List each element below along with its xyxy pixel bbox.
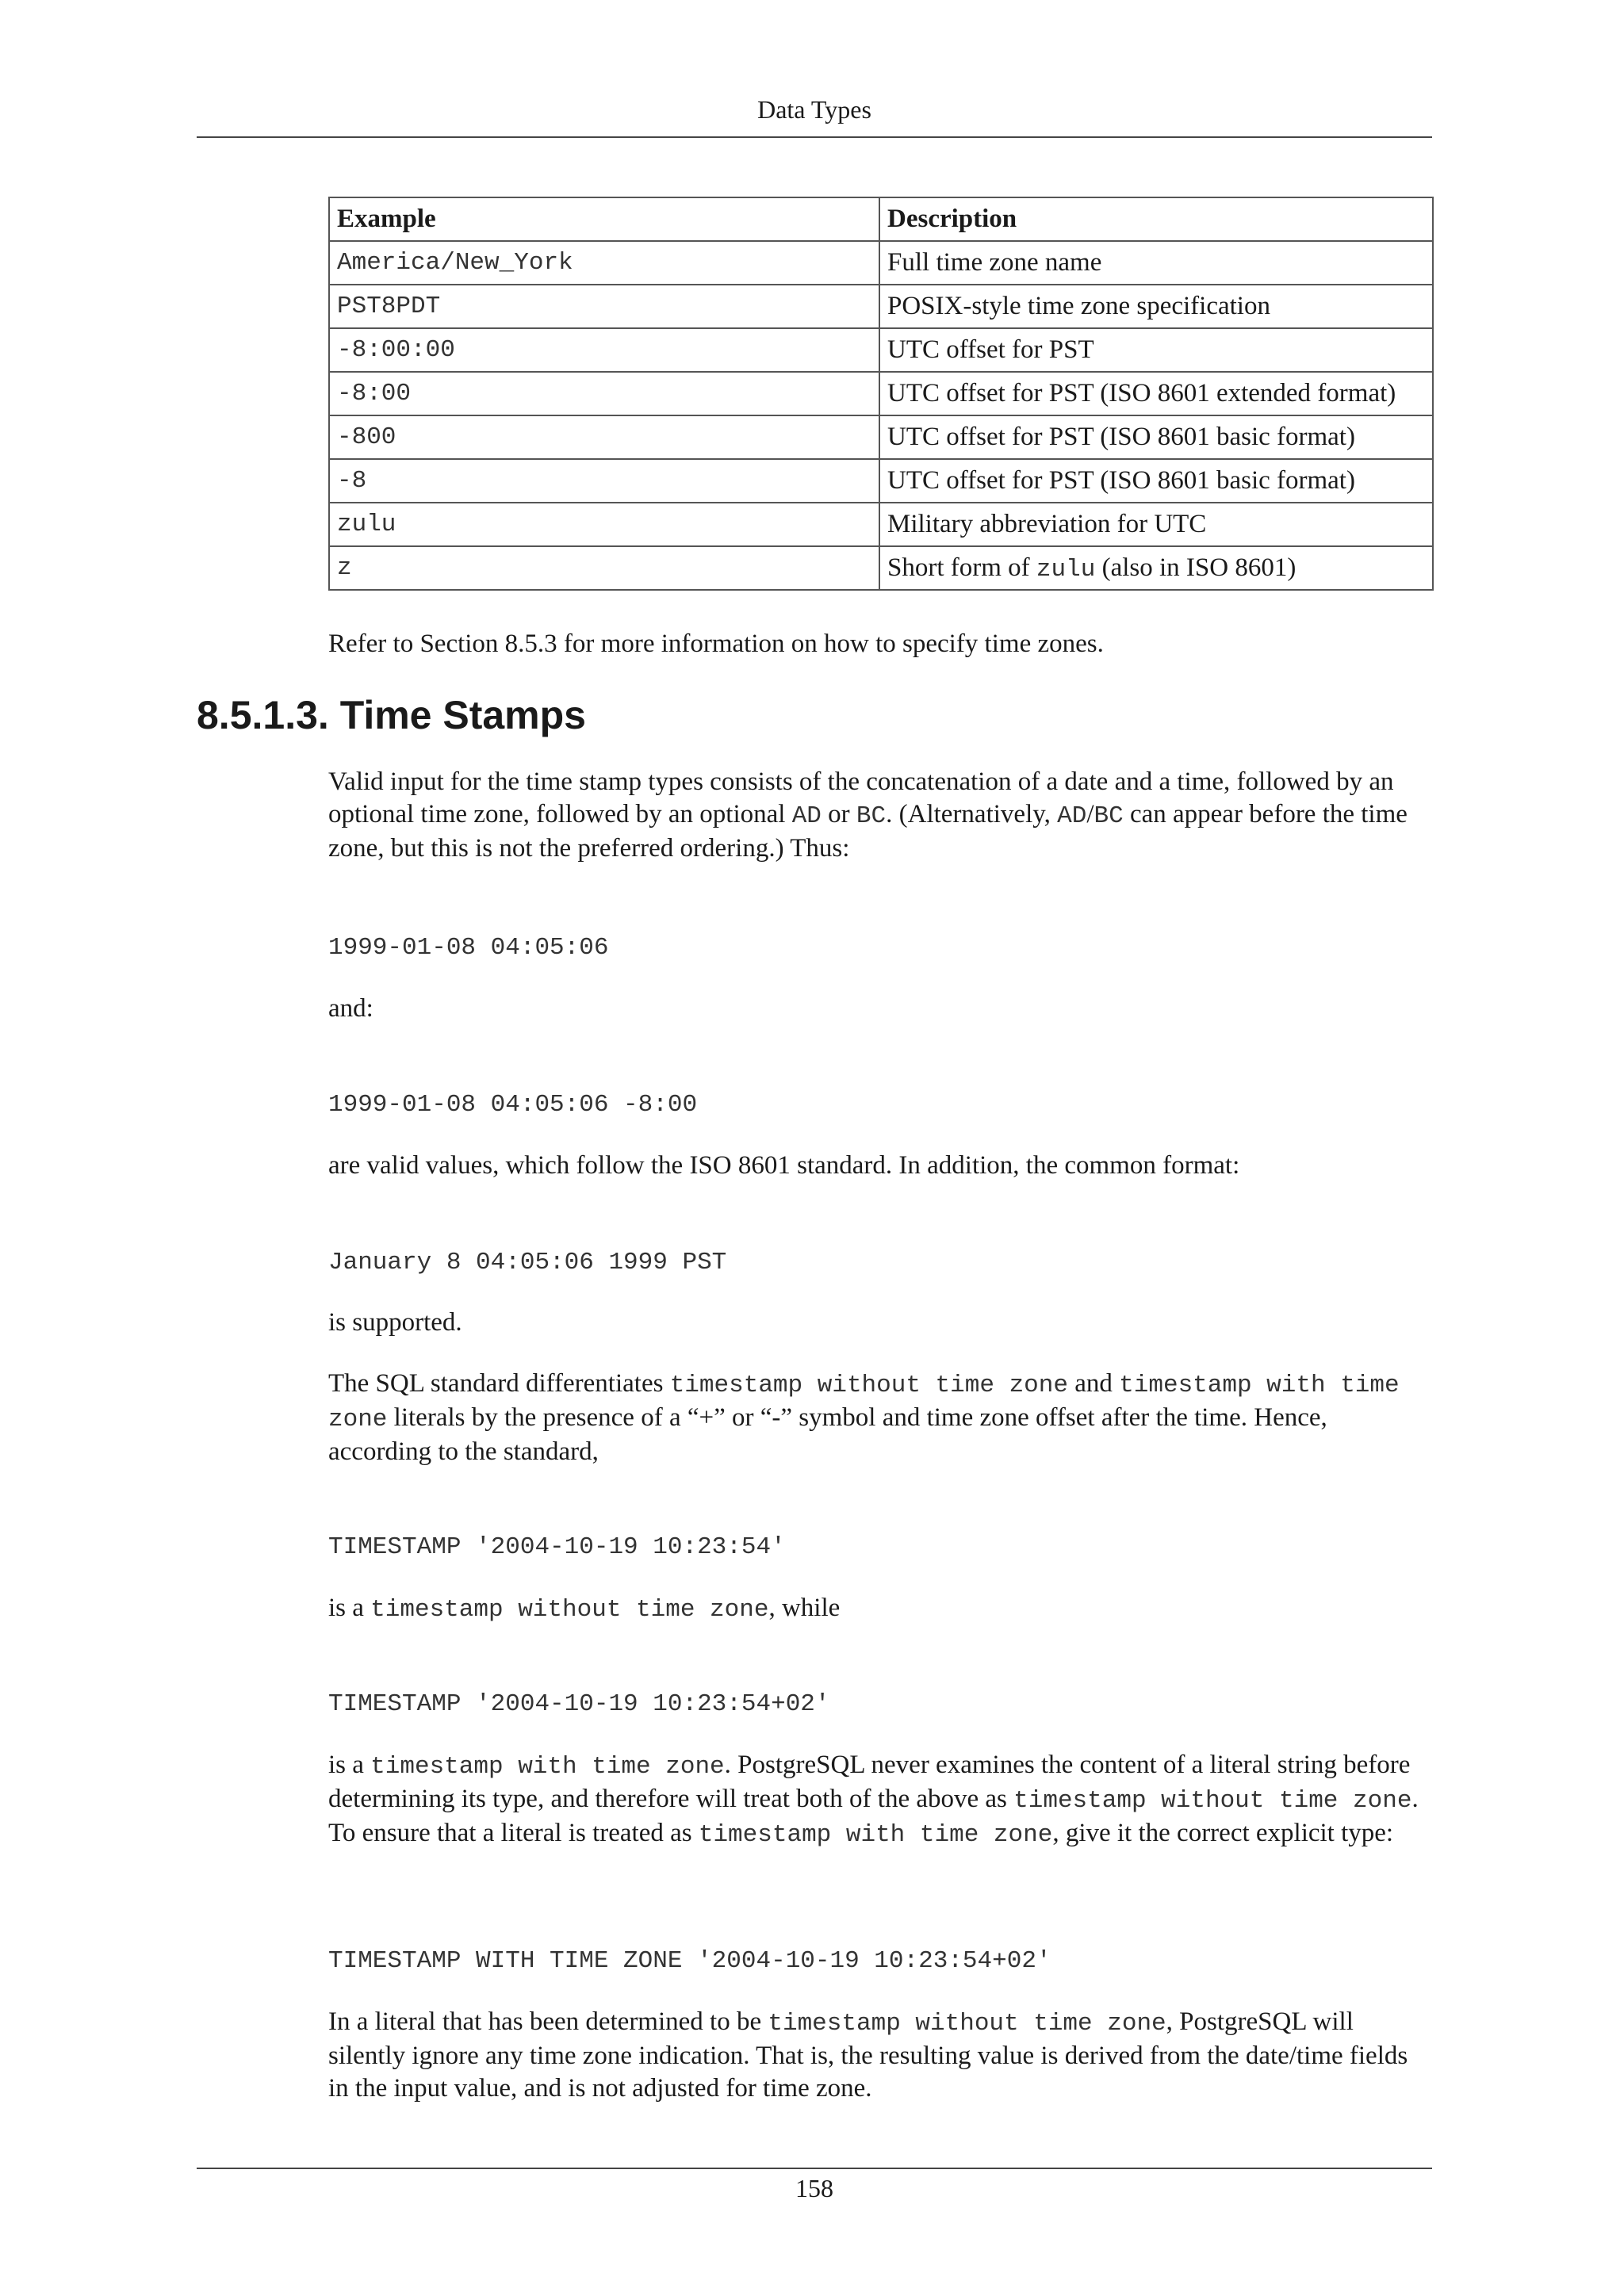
inline-code: timestamp without time zone — [669, 1372, 1068, 1399]
description-cell: UTC offset for PST (ISO 8601 basic format) — [879, 459, 1433, 503]
header-rule — [197, 136, 1432, 138]
text-run: literals by the presence of a “+” or “-” symbol and time zone offset after the time. Hence, according to the standard, — [328, 1403, 1327, 1466]
inline-code: BC — [856, 802, 887, 830]
time-zone-examples-table — [328, 197, 1434, 591]
supported-paragraph: is supported. — [328, 1308, 462, 1337]
table-row — [329, 372, 1433, 415]
table-header-row — [329, 197, 1433, 241]
example-cell: zulu — [329, 503, 879, 546]
section-heading: 8.5.1.3. Time Stamps — [197, 693, 586, 737]
text-run: . PostgreSQL never examines the content of a literal string before determining its type, and therefore will treat both of the above as — [328, 1751, 1411, 1813]
final-paragraph — [328, 2006, 1432, 2105]
example-cell: -8:00:00 — [329, 328, 879, 372]
text-run: / — [1086, 800, 1094, 828]
text-run: or — [821, 800, 856, 828]
is-a-paragraph — [328, 1592, 1432, 1626]
inline-code: BC — [1094, 802, 1124, 830]
inline-code: timestamp without time zone — [768, 2010, 1166, 2038]
table-row — [329, 241, 1433, 285]
table-row — [329, 285, 1433, 328]
footer-rule — [197, 2168, 1432, 2169]
refer-paragraph: Refer to Section 8.5.3 for more information on how to specify time zones. — [328, 629, 1104, 658]
text-run: . To ensure that a literal is treated as — [328, 1785, 1419, 1847]
sql-standard-paragraph — [328, 1368, 1432, 1468]
inline-code: timestamp without time zone — [1013, 1787, 1412, 1815]
table-row — [329, 546, 1433, 590]
code-example: 1999-01-08 04:05:06 — [328, 934, 609, 962]
text-run: , PostgreSQL will silently ignore any time zone indication. That is, the resulting value is derived from the date/time fields in the input value, and is not adjusted for time zone. — [328, 2007, 1408, 2103]
inline-code: zulu — [1036, 555, 1096, 584]
description-cell: UTC offset for PST (ISO 8601 basic format) — [879, 415, 1433, 459]
running-header: Data Types — [757, 95, 871, 124]
example-cell: -800 — [329, 415, 879, 459]
example-cell: -8:00 — [329, 372, 879, 415]
inline-code: timestamp with time zone — [370, 1753, 725, 1781]
table-row — [329, 459, 1433, 503]
description-cell: POSIX-style time zone specification — [879, 285, 1433, 328]
code-example: 1999-01-08 04:05:06 -8:00 — [328, 1091, 698, 1119]
code-example: TIMESTAMP '2004-10-19 10:23:54' — [328, 1533, 786, 1561]
code-example: TIMESTAMP WITH TIME ZONE '2004-10-19 10:23:54+02' — [328, 1947, 1051, 1975]
inline-code: timestamp with time zone — [698, 1821, 1053, 1849]
inline-code: AD — [1057, 802, 1087, 830]
table-row — [329, 503, 1433, 546]
text-run: The SQL standard differentiates — [328, 1369, 670, 1398]
column-header-description: Description — [879, 197, 1433, 241]
and-paragraph: and: — [328, 994, 373, 1023]
code-example: TIMESTAMP '2004-10-19 10:23:54+02' — [328, 1690, 830, 1718]
valid-values-paragraph: are valid values, which follow the ISO 8601 standard. In addition, the common format: — [328, 1151, 1240, 1180]
description-cell: Military abbreviation for UTC — [879, 503, 1433, 546]
text-run: , while — [768, 1594, 841, 1622]
text-run: , give it the correct explicit type: — [1052, 1819, 1394, 1847]
description-cell: UTC offset for PST — [879, 328, 1433, 372]
column-header-example: Example — [329, 197, 879, 241]
code-example: January 8 04:05:06 1999 PST — [328, 1249, 727, 1276]
text-run: In a literal that has been determined to be — [328, 2007, 768, 2036]
example-cell: America/New_York — [329, 241, 879, 285]
page-number: 158 — [795, 2174, 833, 2202]
text-run: is a — [328, 1594, 371, 1622]
table-row — [329, 328, 1433, 372]
text-run: can appear before the time zone, but this is not the preferred ordering.) Thus: — [328, 800, 1408, 863]
inline-code: timestamp with time zone — [328, 1372, 1400, 1433]
example-cell: -8 — [329, 459, 879, 503]
description-text: (also in ISO 8601) — [1095, 553, 1297, 582]
text-run: Valid input for the time stamp types consists of the concatenation of a date and a time, followed by an optional time zone, followed by an optional — [328, 767, 1394, 828]
is-a-explanation-paragraph — [328, 1749, 1432, 1851]
table-row — [329, 415, 1433, 459]
intro-paragraph — [328, 766, 1432, 865]
inline-code: timestamp without time zone — [370, 1596, 769, 1624]
text-run: and — [1068, 1369, 1120, 1398]
text-run: . (Alternatively, — [886, 800, 1058, 828]
example-cell: PST8PDT — [329, 285, 879, 328]
example-cell: z — [329, 546, 879, 590]
description-cell — [879, 546, 1433, 590]
description-cell: Full time zone name — [879, 241, 1433, 285]
description-cell: UTC offset for PST (ISO 8601 extended format) — [879, 372, 1433, 415]
text-run: is a — [328, 1751, 371, 1779]
description-text: Short form of — [887, 553, 1036, 582]
inline-code: AD — [791, 802, 822, 830]
